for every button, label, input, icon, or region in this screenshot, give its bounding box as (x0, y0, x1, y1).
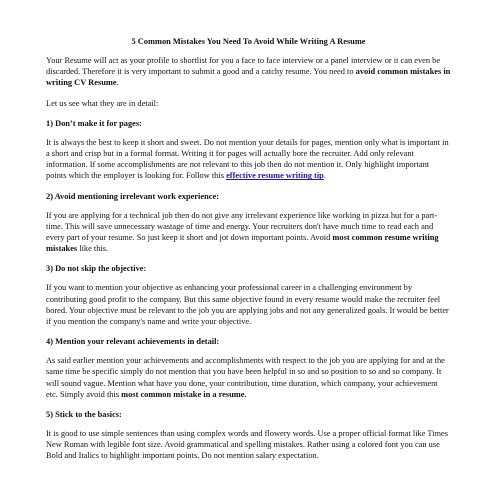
section-1-paragraph (46, 137, 451, 182)
intro-paragraph (46, 55, 451, 89)
section-4-text: As said earlier mention your achievements and accomplishments with respect to the job you are applying for and at the same time be specific simply do not mention that you have been helpful in so and so position to so and so company. It will sound vague. Mention what have you done, your contribution, time duration, which company, your achievement etc. Simply avoid this (46, 356, 445, 399)
section-5-paragraph: It is good to use simple sentences than using complex words and flowery words. Use a proper official format like Times New Roman with legible font size. Avoid grammatical and spelling mistakes. Rather using a colored font you can use Bold and Italics to highlight important points. Do not mention salary expectation. (46, 429, 449, 461)
section-1-heading: 1) Don’t make it for pages: (46, 118, 142, 128)
section-1-text: It is always the best to keep it short and sweet. Do not mention your details for pages, mention only what is important in a short and crisp but in a formal format. Writing it for pages will actually bore the recruiter. Add only relevant information. If some accomplishments are not relevant to this job then do not mention it. Only highlight important points which the employer is looking for. Follow this (46, 137, 449, 181)
intro-text: Your Resume will act as your profile to shortlist for you a face to face interview or a panel interview or it can even be discarded. Therefore it is very important to submit a good and a catchy resume. You need to (46, 56, 441, 77)
section-2-heading: 2) Avoid mentioning irrelevant work experience: (46, 191, 219, 201)
section-2-text: If you are applying for a technical job then do not give any irrelevant experience like working in pizza hut for a part-time. This will save unnecessary wastage of time and energy. Your recruiters don't have much time to read each and every part of your resume. So just keep it short and jot down important points. Avoid (46, 210, 438, 243)
intro-end: . (116, 78, 119, 88)
effective-resume-writing-tip-link[interactable]: effective resume writing tip (226, 171, 324, 181)
lead-paragraph: Let us see what they are in detail: (46, 98, 159, 108)
section-2-end: like this. (77, 244, 109, 254)
section-4-heading: 4) Mention your relevant achievements in detail: (46, 337, 220, 347)
section-2-paragraph (46, 210, 451, 255)
intro-bold-phrase: avoid common mistakes in writing CV Resume (46, 67, 451, 88)
section-3-paragraph: If you want to mention your objective as enhancing your professional career in a challenging environment by contributing good profit to the company. But this same objective found in every resume would make the recruiter feel bored. Your objective must be relevant to the job you are applying jobs and not any generalized goals. It would be better if you mention the company's name and write your objective. (46, 283, 449, 327)
document-title: 5 Common Mistakes You Need To Avoid While Writing A Resume (131, 37, 366, 46)
section-5-heading: 5) Stick to the basics: (46, 410, 122, 420)
section-4-bold-phrase: most common mistake in a resume. (121, 389, 247, 399)
section-3-heading: 3) Do not skip the objective: (46, 264, 147, 274)
section-1-end: . (323, 171, 326, 181)
section-2-bold-phrase: most common resume writing mistakes (46, 233, 439, 254)
section-4-paragraph (46, 355, 451, 400)
